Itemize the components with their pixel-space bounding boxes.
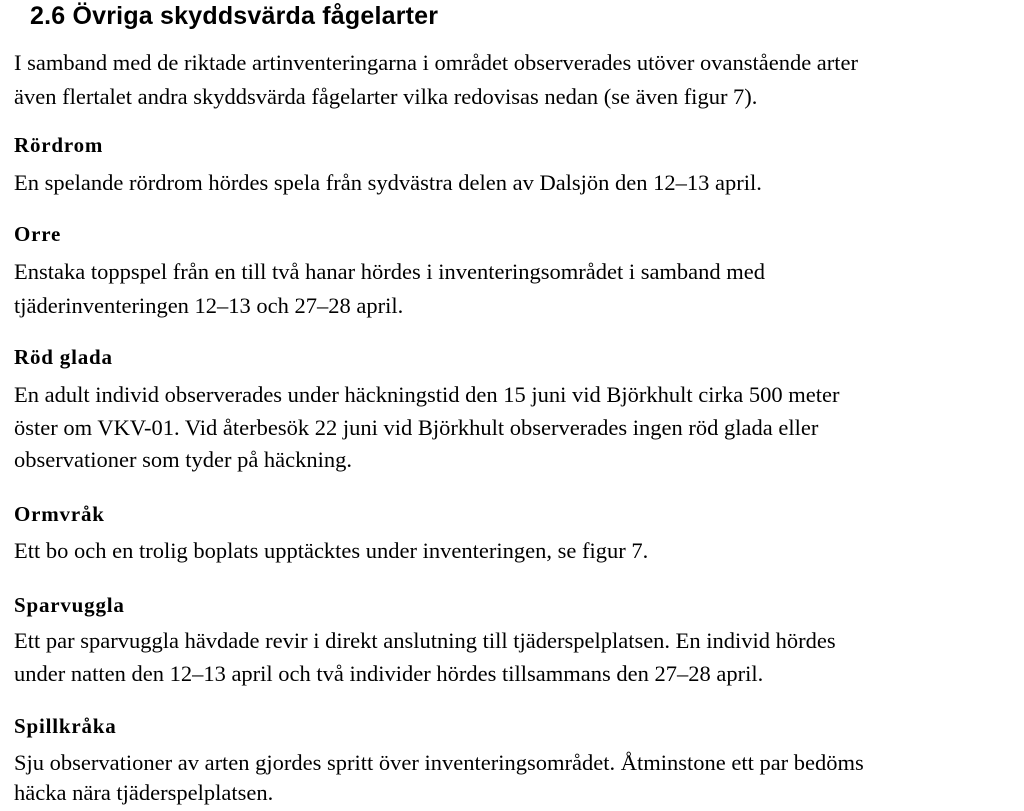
species-heading-rod-glada: Röd glada (14, 345, 113, 369)
species-heading-spillkraka: Spillkråka (14, 714, 117, 738)
species-text-rod-glada-3: observationer som tyder på häckning. (14, 447, 353, 472)
species-text-spillkraka-1: Sju observationer av arten gjordes spritt över inventeringsområdet. Åtminstone ett par bedöms (14, 750, 864, 775)
species-text-orre-2: tjäderinventeringen 12–13 och 27–28 april. (14, 293, 404, 318)
species-text-rordrom-1: En spelande rördrom hördes spela från sydvästra delen av Dalsjön den 12–13 april. (14, 170, 762, 195)
species-heading-sparvuggla: Sparvuggla (14, 593, 125, 617)
species-text-rod-glada-2: öster om VKV-01. Vid återbesök 22 juni vid Björkhult observerades ingen röd glada eller (14, 415, 819, 440)
species-text-ormvrak-1: Ett bo och en trolig boplats upptäcktes under inventeringen, se figur 7. (14, 538, 649, 563)
species-heading-ormvrak: Ormvråk (14, 502, 105, 526)
species-text-orre-1: Enstaka toppspel från en till två hanar hördes i inventeringsområdet i samband med (14, 259, 766, 284)
species-text-sparvuggla-1: Ett par sparvuggla hävdade revir i direkt anslutning till tjäderspelplatsen. En individ hördes (14, 628, 836, 653)
intro-line-1: I samband med de riktade artinventeringarna i området observerades utöver ovanstående arter (14, 50, 859, 75)
species-text-sparvuggla-2: under natten den 12–13 april och två individer hördes tillsammans den 27–28 april. (14, 661, 764, 686)
species-text-spillkraka-2: häcka nära tjäderspelplatsen. (14, 780, 274, 805)
species-heading-orre: Orre (14, 222, 62, 246)
section-heading: 2.6 Övriga skyddsvärda fågelarter (30, 2, 439, 30)
species-text-rod-glada-1: En adult individ observerades under häckningstid den 15 juni vid Björkhult cirka 500 meter (14, 382, 840, 407)
intro-line-2: även flertalet andra skyddsvärda fågelarter vilka redovisas nedan (se även figur 7). (14, 84, 758, 109)
species-heading-rordrom: Rördrom (14, 133, 104, 157)
